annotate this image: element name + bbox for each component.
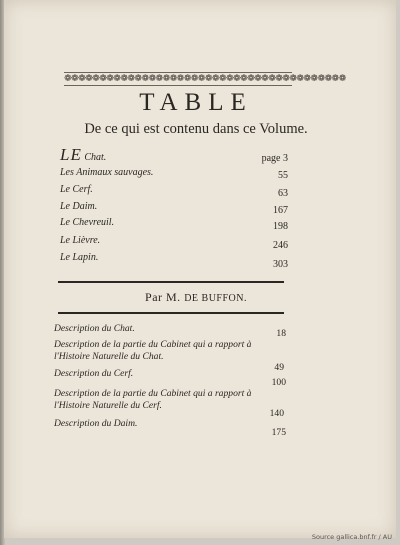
entry-page: 167 — [273, 205, 288, 216]
description-entry — [54, 388, 284, 419]
entry-title: Chat. — [81, 152, 107, 163]
toc-entry — [60, 184, 288, 200]
drop-capital: LE — [60, 145, 82, 164]
author-line: Par M. DE BUFFON. — [145, 290, 247, 304]
toc-entry — [60, 252, 288, 268]
entry-page: 63 — [278, 188, 288, 199]
entry-page: 140 — [269, 408, 284, 419]
toc-entry — [60, 167, 288, 183]
entry-page: 49 — [274, 362, 284, 373]
entry-title: Les Animaux sauvages. — [60, 167, 154, 178]
entry-page: 246 — [273, 240, 288, 251]
toc-entry — [60, 217, 288, 233]
description-entry — [54, 418, 286, 438]
entry-title: Le Lièvre. — [60, 235, 101, 246]
entry-title: Description de la partie du Cabinet qui a rapport à l'Histoire Naturelle du Cerf. — [54, 388, 252, 411]
ornamental-border: ❁❁❁❁❁❁❁❁❁❁❁❁❁❁❁❁❁❁❁❁❁❁❁❁❁❁❁❁❁❁❁❁❁❁❁❁❁❁❁❁ — [64, 74, 346, 84]
section-rule — [58, 281, 284, 283]
entry-title: Description du Chat. — [54, 323, 135, 334]
page-title: TABLE — [139, 89, 253, 116]
entry-title: Description du Daim. — [54, 418, 138, 429]
section-rule — [58, 312, 284, 314]
entry-title: Description du Cerf. — [54, 368, 134, 379]
description-entry — [54, 368, 286, 388]
entry-page: 100 — [271, 377, 286, 388]
entry-title: Le Chevreuil. — [60, 217, 115, 228]
entry-page: 55 — [278, 170, 288, 181]
toc-entry — [60, 201, 288, 217]
author-name: DE BUFFON. — [184, 293, 247, 304]
entry-title: Le Lapin. — [60, 252, 99, 263]
entry-page: page 3 — [261, 153, 288, 164]
entry-page: 18 — [276, 328, 286, 339]
entry-title: Description de la partie du Cabinet qui a rapport à l'Histoire Naturelle du Chat. — [54, 339, 252, 362]
entry-title: Le Daim. — [60, 201, 98, 212]
entry-page: 175 — [271, 427, 286, 438]
entry-page: 198 — [273, 221, 288, 232]
toc-entry — [60, 145, 288, 164]
toc-entry — [60, 235, 288, 251]
entry-page: 303 — [273, 259, 288, 270]
entry-title: Le Cerf. — [60, 184, 93, 195]
description-entry — [54, 323, 286, 339]
description-entry — [54, 339, 284, 373]
source-credit: Source gallica.bnf.fr / AU — [311, 533, 392, 541]
page-subtitle: De ce qui est contenu dans ce Volume. — [84, 121, 308, 137]
